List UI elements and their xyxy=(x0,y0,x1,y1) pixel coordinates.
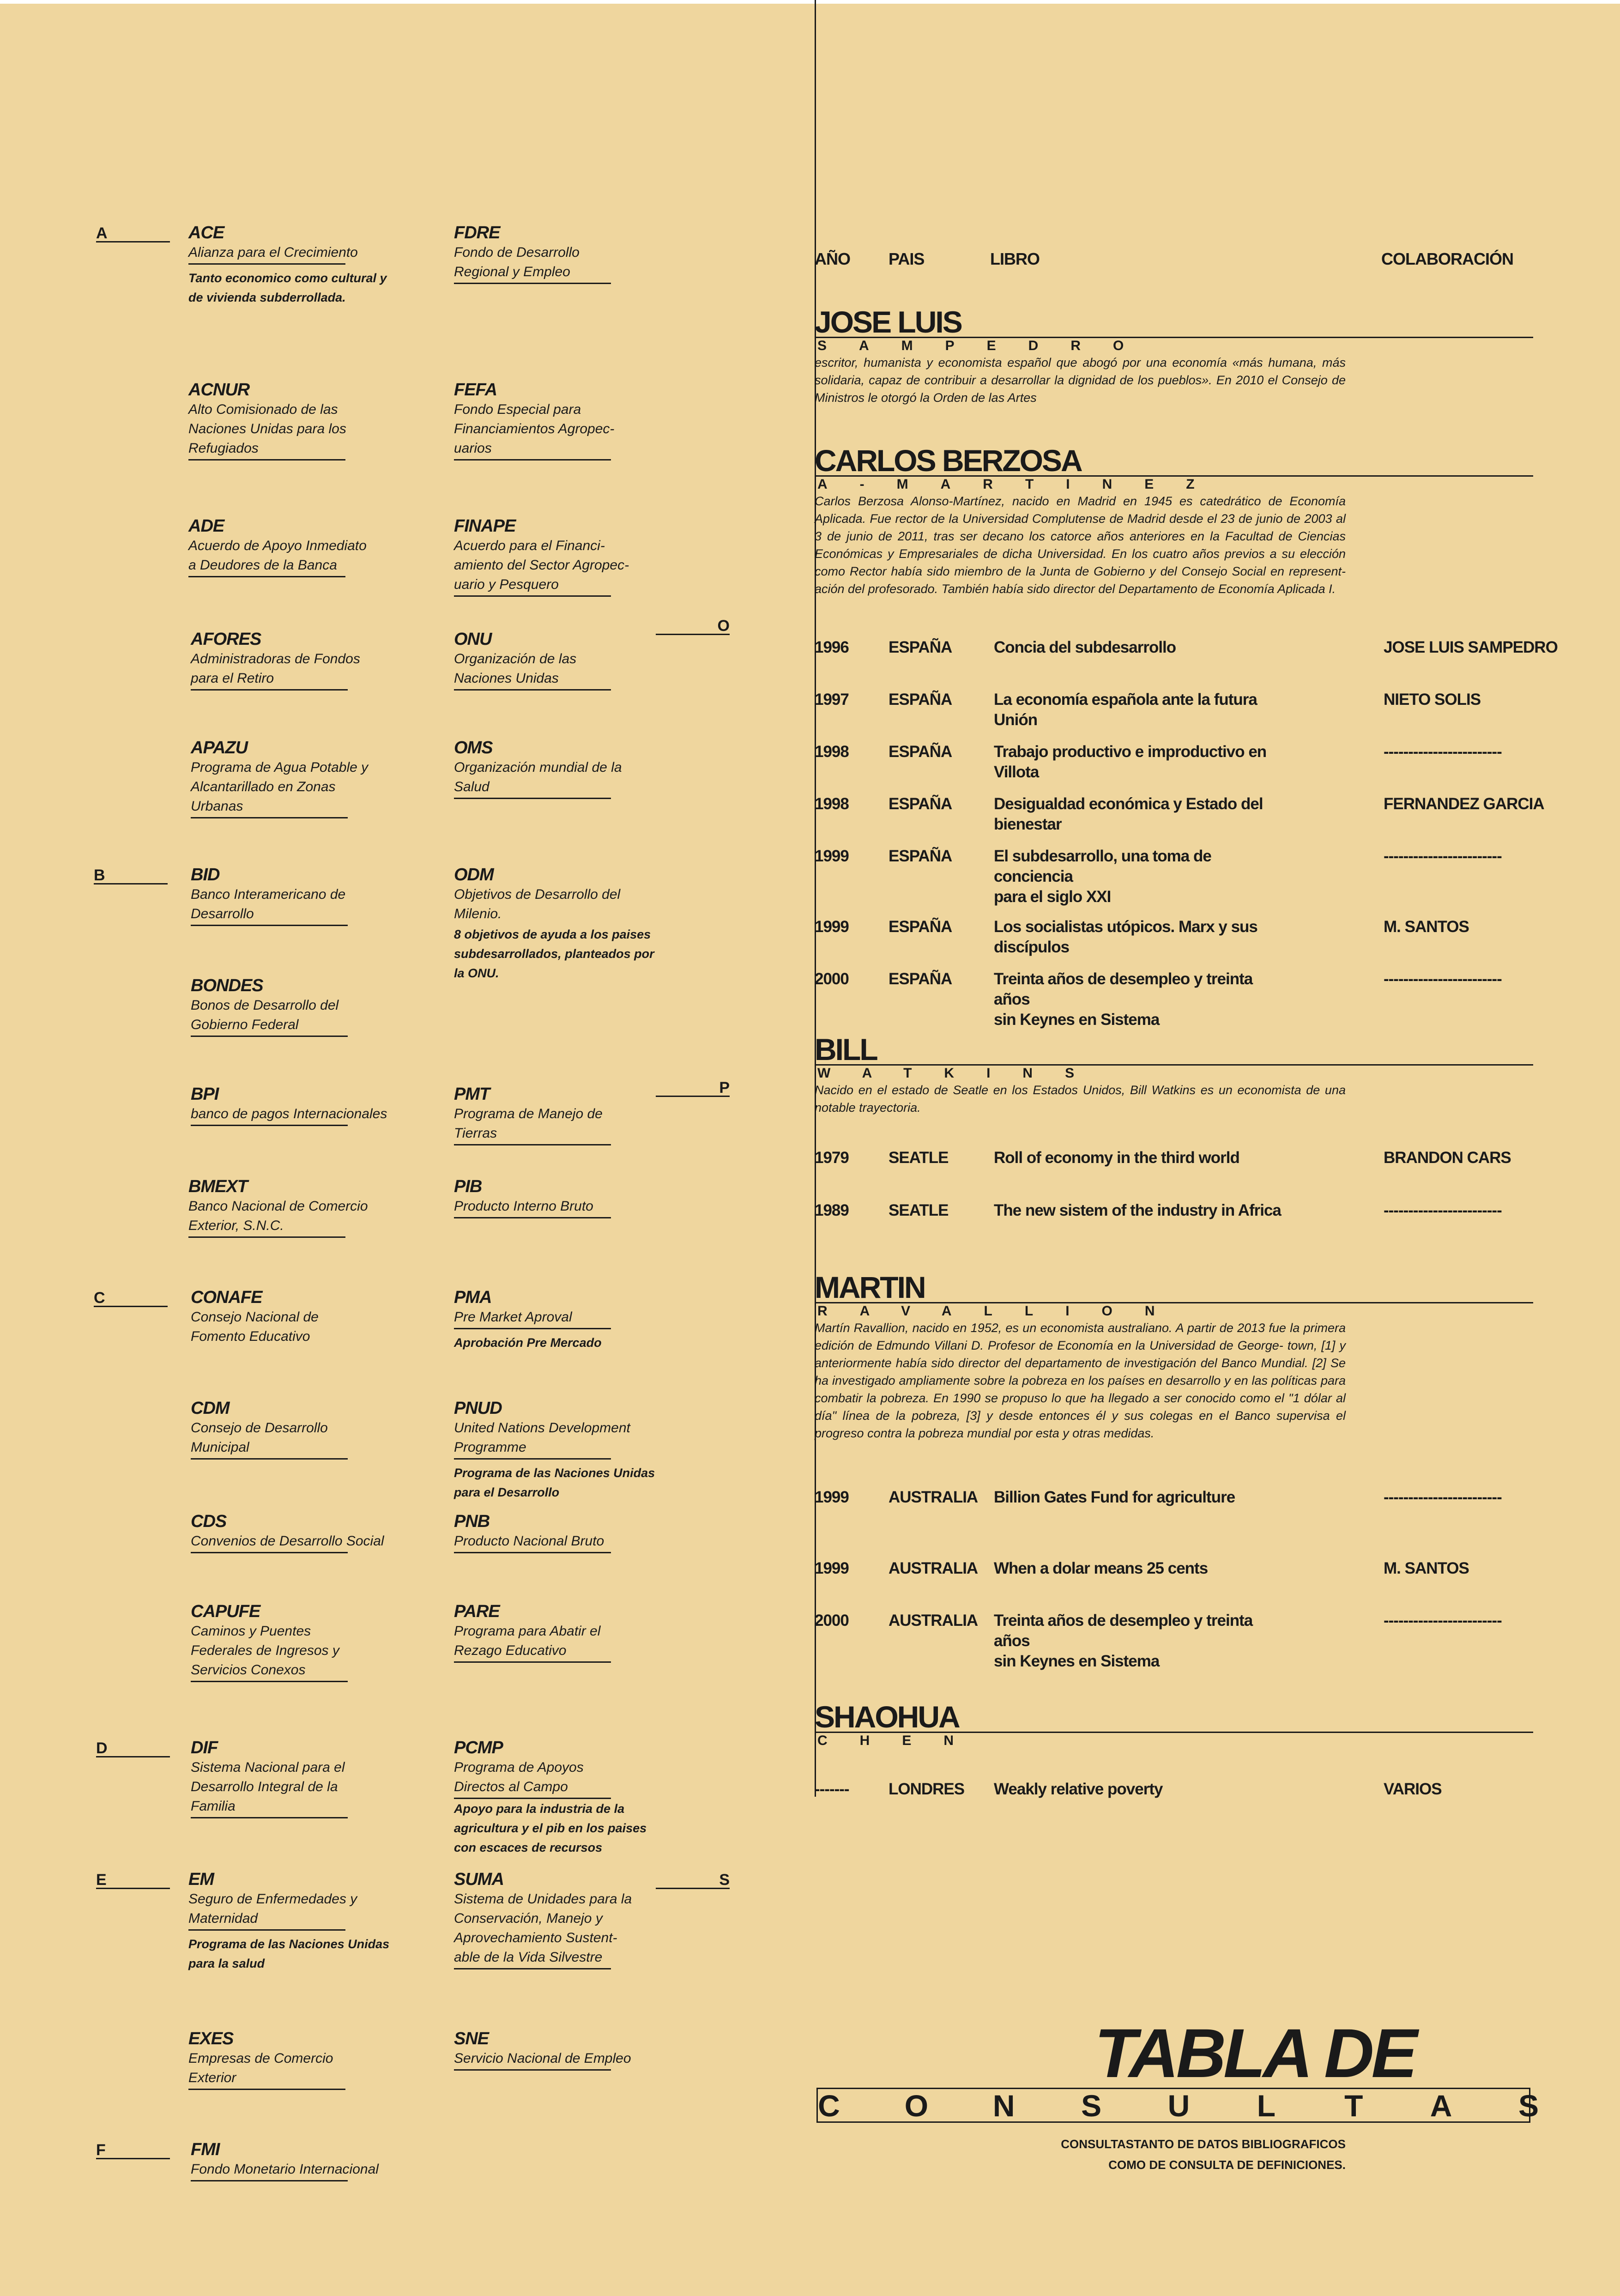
section-letter-f: F xyxy=(96,2142,170,2159)
entry-definition: Consejo de Desarrollo Municipal xyxy=(191,1418,348,1460)
author-berzosa xyxy=(815,443,1533,598)
section-letter-p: P xyxy=(656,1080,730,1097)
author-surname: A-MARTINEZ xyxy=(817,477,1227,492)
entry-definition: Servicio Nacional de Empleo xyxy=(454,2049,611,2071)
consultas-letter: U xyxy=(1167,2089,1190,2123)
consultas-letter: A xyxy=(1430,2089,1452,2123)
consultas-letter: O xyxy=(904,2089,929,2123)
glossary-entry-em xyxy=(188,1869,392,1973)
poster-subtitle-line-1: CONSULTASTANTO DE DATOS BIBLIOGRAFICOS xyxy=(1061,2137,1346,2151)
entry-definition: Bonos de Desarrollo del Gobierno Federal xyxy=(191,996,348,1037)
book-colab: JOSE LUIS SAMPEDRO xyxy=(1384,638,1558,656)
entry-abbrev: PMA xyxy=(454,1288,492,1307)
consultas-letter: L xyxy=(1257,2089,1276,2123)
book-colab: ------------------------ xyxy=(1384,1488,1502,1506)
book-country: ESPAÑA xyxy=(889,970,952,988)
entry-abbrev: SNE xyxy=(454,2029,489,2048)
entry-abbrev: ACE xyxy=(188,223,224,242)
entry-abbrev: PARE xyxy=(454,1602,500,1621)
book-title: When a dolar means 25 cents xyxy=(994,1559,1208,1577)
glossary-entry-dif xyxy=(191,1738,394,1818)
entry-abbrev: ADE xyxy=(188,516,224,536)
glossary-entry-bondes xyxy=(191,975,394,1037)
book-country: ESPAÑA xyxy=(889,691,952,709)
glossary-entry-conafe xyxy=(191,1287,394,1347)
entry-definition: Sistema Nacional para el Desarrollo Integral de la Familia xyxy=(191,1758,348,1818)
glossary-entry-bid xyxy=(191,865,394,926)
entry-definition: Consejo Nacional de Fomento Educativo xyxy=(191,1309,319,1344)
header-pais: PAIS xyxy=(889,249,925,268)
glossary-entry-fefa xyxy=(454,380,657,460)
author-bio: Carlos Berzosa Alonso-Martínez, nacido en Madrid en 1945 es catedrático de Economía Aplicada. Fue rector de la Universidad Complutense de Madrid desde el 23 de junio de 2003 al 3 de junio de 2011, tras ser decano los catorce años anteriores en la Facultad de Ciencias Económicas y Empresariales de dicha Universidad. En los cuatro años previos a su elección como Rector había sido miembro de la Junta de Gobierno y del Consejo Social en represent- ación del profesorado. También había sido director del Departamento de Economía Aplicada I. xyxy=(815,494,1346,596)
entry-abbrev: FMI xyxy=(191,2140,220,2159)
book-title: Concia del subdesarrollo xyxy=(994,638,1176,656)
entry-abbrev: CDS xyxy=(191,1512,227,1531)
entry-abbrev: PCMP xyxy=(454,1738,503,1757)
glossary-entry-pmt xyxy=(454,1084,657,1145)
entry-abbrev: PNB xyxy=(454,1512,490,1531)
entry-abbrev: BPI xyxy=(191,1084,219,1104)
entry-abbrev: AFORES xyxy=(191,630,261,649)
author-surname: CHEN xyxy=(817,1733,986,1748)
entry-abbrev: EXES xyxy=(188,2029,234,2048)
book-title: Los socialistas utópicos. Marx y sus discípulos xyxy=(994,918,1257,956)
book-year: 1999 xyxy=(815,1488,849,1506)
book-country: SEATLE xyxy=(889,1149,949,1167)
consultas-letter: S xyxy=(1081,2089,1102,2123)
section-letter-b: B xyxy=(94,867,168,884)
book-title: Treinta años de desempleo y treinta años sin Keynes en Sistema xyxy=(994,970,1253,1029)
book-colab: ------------------------ xyxy=(1384,970,1502,988)
book-year: 1989 xyxy=(815,1201,849,1219)
section-letter-e: E xyxy=(96,1872,170,1889)
entry-abbrev: PNUD xyxy=(454,1399,502,1418)
section-letter-o: O xyxy=(656,618,730,635)
author-name: CARLOS BERZOSA xyxy=(815,446,1533,477)
entry-abbrev: ONU xyxy=(454,630,492,649)
entry-definition: Pre Market Aproval xyxy=(454,1308,611,1329)
header-libro: LIBRO xyxy=(990,249,1040,268)
section-letter-a: A xyxy=(96,225,170,242)
glossary-entry-exes xyxy=(188,2029,392,2090)
author-bio: escritor, humanista y economista español que abogó por una economía «más humana, más solidaria, capaz de contribuir a desarrollar la dignidad de los pueblos». En 2010 el Consejo de Ministros le otorgó la Orden de las Artes xyxy=(815,356,1346,405)
glossary-entry-afores xyxy=(191,629,394,691)
entry-abbrev: BONDES xyxy=(191,976,263,995)
center-divider xyxy=(815,0,816,1797)
glossary-entry-acnur xyxy=(188,380,392,460)
entry-definition: Fondo de Desarrollo Regional y Empleo xyxy=(454,243,611,284)
author-surname: SAMPEDRO xyxy=(817,338,1156,353)
book-title: Desigualdad económica y Estado del bienestar xyxy=(994,795,1263,833)
entry-definition: Programa de Apoyos Directos al Campo xyxy=(454,1758,611,1799)
author-name: SHAOHUA xyxy=(815,1702,1533,1733)
header-anio: AÑO xyxy=(815,249,850,268)
entry-note: Programa de las Naciones Unidas para la salud xyxy=(188,1937,390,1970)
glossary-entry-pnud xyxy=(454,1398,657,1502)
book-colab: VARIOS xyxy=(1384,1780,1442,1798)
entry-abbrev: PIB xyxy=(454,1177,482,1196)
glossary-entry-pnb xyxy=(454,1511,657,1553)
entry-abbrev: FEFA xyxy=(454,380,497,400)
entry-abbrev: FDRE xyxy=(454,223,500,242)
book-year: 1999 xyxy=(815,1559,849,1577)
book-title: Billion Gates Fund for agriculture xyxy=(994,1488,1235,1506)
entry-definition: Caminos y Puentes Federales de Ingresos y Servicios Conexos xyxy=(191,1622,348,1682)
entry-definition: Producto Interno Bruto xyxy=(454,1197,611,1218)
book-colab: BRANDON CARS xyxy=(1384,1149,1511,1167)
glossary-entry-pare xyxy=(454,1601,657,1663)
entry-definition: Acuerdo para el Financi- amiento del Sector Agropec- uario y Pesquero xyxy=(454,536,611,597)
entry-definition: Fondo Especial para Financiamientos Agropec- uarios xyxy=(454,400,611,460)
entry-definition: Alianza para el Crecimiento xyxy=(188,243,345,265)
entry-abbrev: FINAPE xyxy=(454,516,516,536)
entry-abbrev: CONAFE xyxy=(191,1288,262,1307)
book-title: Trabajo productivo e improductivo en Villota xyxy=(994,743,1267,781)
entry-definition: Administradoras de Fondos para el Retiro xyxy=(191,649,348,691)
book-title: Weakly relative poverty xyxy=(994,1780,1163,1798)
entry-abbrev: EM xyxy=(188,1870,214,1889)
book-colab: ------------------------ xyxy=(1384,1201,1502,1219)
author-watkins xyxy=(815,1032,1533,1116)
author-surname: RAVALLION xyxy=(817,1303,1187,1319)
book-year: ------- xyxy=(815,1780,849,1798)
book-country: ESPAÑA xyxy=(889,847,952,865)
author-name: JOSE LUIS xyxy=(815,307,1533,338)
glossary-entry-ace xyxy=(188,223,392,307)
consultas-letter: S xyxy=(1518,2089,1539,2123)
author-name: MARTIN xyxy=(815,1272,1533,1303)
entry-abbrev: DIF xyxy=(191,1738,218,1757)
book-country: AUSTRALIA xyxy=(889,1611,978,1630)
section-letter-s: S xyxy=(656,1872,730,1889)
glossary-entry-odm xyxy=(454,865,657,983)
author-bio: Martín Ravallion, nacido en 1952, es un economista australiano. A partir de 2013 fue la primera edición de Edmundo Villani D. Profesor de Economía en la Universidad de George- town, [1] y anteriormente había sido director del departamento de investigación del Banco Mundial. [2] Se ha investigado ampliamente sobre la pobreza en los países en desarrollo y en las políticas para combatir la pobreza. En 1990 se propuso lo que ha llegado a ser conocido como el "1 dólar al día" línea de la pobreza, [3] y desde entonces él y sus colegas en el Banco supervisa el progreso contra la pobreza mundial por esta y otras medidas. xyxy=(815,1321,1346,1440)
book-year: 1999 xyxy=(815,918,849,936)
entry-abbrev: PMT xyxy=(454,1084,490,1104)
author-surname: WATKINS xyxy=(817,1066,1107,1081)
book-year: 1998 xyxy=(815,743,849,761)
book-year: 2000 xyxy=(815,1611,849,1630)
book-title: Roll of economy in the third world xyxy=(994,1149,1239,1167)
entry-note: Apoyo para la industria de la agricultura y el pib en los paises con escaces de recursos xyxy=(454,1802,647,1854)
author-ravallion xyxy=(815,1272,1533,1442)
entry-definition: Organización de las Naciones Unidas xyxy=(454,649,611,691)
book-title: Treinta años de desempleo y treinta años sin Keynes en Sistema xyxy=(994,1611,1253,1670)
glossary-entry-capufe xyxy=(191,1601,394,1682)
book-country: ESPAÑA xyxy=(889,743,952,761)
author-bio: Nacido en el estado de Seatle en los Estados Unidos, Bill Watkins es un economista de una notable trayectoria. xyxy=(815,1083,1346,1115)
glossary-entry-sne xyxy=(454,2029,657,2071)
book-year: 2000 xyxy=(815,970,849,988)
glossary-entry-oms xyxy=(454,738,657,799)
glossary-entry-pcmp xyxy=(454,1738,657,1857)
glossary-entry-finape xyxy=(454,516,657,597)
consultas-letter: T xyxy=(1344,2089,1363,2123)
book-colab: NIETO SOLIS xyxy=(1384,691,1481,709)
glossary-entry-suma xyxy=(454,1869,657,1969)
glossary-entry-apazu xyxy=(191,738,394,818)
book-colab: ------------------------ xyxy=(1384,1611,1502,1630)
entry-abbrev: CAPUFE xyxy=(191,1602,260,1621)
book-country: LONDRES xyxy=(889,1780,965,1798)
book-title: El subdesarrollo, una toma de conciencia para el siglo XXI xyxy=(994,847,1211,906)
entry-note: 8 objetivos de ayuda a los paises subdesarrollados, planteados por la ONU. xyxy=(454,927,654,980)
glossary-entry-fdre xyxy=(454,223,657,284)
book-year: 1997 xyxy=(815,691,849,709)
entry-definition: Convenios de Desarrollo Social xyxy=(191,1532,348,1553)
entry-abbrev: OMS xyxy=(454,738,493,757)
poster-title: TABLA DE xyxy=(1094,2014,1415,2092)
entry-definition: Banco Interamericano de Desarrollo xyxy=(191,885,348,926)
consultas-letter: N xyxy=(992,2089,1015,2123)
entry-abbrev: ODM xyxy=(454,865,494,884)
entry-abbrev: SUMA xyxy=(454,1870,504,1889)
entry-definition: Programa para Abatir el Rezago Educativo xyxy=(454,1622,611,1663)
glossary-entry-pib xyxy=(454,1176,657,1218)
book-colab: FERNANDEZ GARCIA xyxy=(1384,795,1544,813)
book-title: The new sistem of the industry in Africa xyxy=(994,1201,1281,1219)
top-edge xyxy=(0,0,1620,4)
entry-note: Tanto economico como cultural y de vivienda subderrollada. xyxy=(188,271,387,304)
glossary-entry-cdm xyxy=(191,1398,394,1460)
book-colab: M. SANTOS xyxy=(1384,1559,1469,1577)
book-country: ESPAÑA xyxy=(889,918,952,936)
entry-definition: Programa de Manejo de Tierras xyxy=(454,1104,611,1145)
entry-note: Programa de las Naciones Unidas para el Desarrollo xyxy=(454,1466,655,1499)
book-year: 1979 xyxy=(815,1149,849,1167)
entry-abbrev: ACNUR xyxy=(188,380,250,400)
book-country: ESPAÑA xyxy=(889,638,952,656)
entry-definition: Empresas de Comercio Exterior xyxy=(188,2049,345,2090)
book-country: AUSTRALIA xyxy=(889,1488,978,1506)
author-chen xyxy=(815,1702,1533,1749)
glossary-entry-onu xyxy=(454,629,657,691)
entry-definition: Acuerdo de Apoyo Inmediato a Deudores de la Banca xyxy=(188,536,345,577)
author-sampedro xyxy=(815,307,1533,406)
book-colab: M. SANTOS xyxy=(1384,918,1469,936)
entry-definition: Organización mundial de la Salud xyxy=(454,758,611,799)
author-name: BILL xyxy=(815,1035,1533,1066)
entry-definition: Producto Nacional Bruto xyxy=(454,1532,611,1553)
glossary-entry-ade xyxy=(188,516,392,577)
poster-subtitle-line-2: COMO DE CONSULTA DE DEFINICIONES. xyxy=(1108,2158,1346,2172)
entry-definition: Objetivos de Desarrollo del Milenio. xyxy=(454,887,621,921)
entry-abbrev: BID xyxy=(191,865,220,884)
consultas-letter: C xyxy=(818,2089,840,2123)
entry-definition: Programa de Agua Potable y Alcantarillado en Zonas Urbanas xyxy=(191,758,348,818)
header-colaboracion: COLABORACIÓN xyxy=(1381,249,1513,268)
entry-definition: Alto Comisionado de las Naciones Unidas para los Refugiados xyxy=(188,400,345,460)
entry-abbrev: BMEXT xyxy=(188,1177,248,1196)
book-year: 1999 xyxy=(815,847,849,865)
entry-abbrev: APAZU xyxy=(191,738,248,757)
entry-definition: Sistema de Unidades para la Conservación, Manejo y Aprovechamiento Sustent- able de la Vida Silvestre xyxy=(454,1890,611,1969)
book-title: La economía española ante la futura Unión xyxy=(994,691,1257,729)
glossary-entry-pma xyxy=(454,1287,657,1352)
entry-definition: United Nations Development Programme xyxy=(454,1418,611,1460)
book-country: ESPAÑA xyxy=(889,795,952,813)
glossary-entry-fmi xyxy=(191,2139,394,2181)
section-letter-c: C xyxy=(94,1290,168,1307)
book-colab: ------------------------ xyxy=(1384,847,1502,865)
entry-abbrev: CDM xyxy=(191,1399,230,1418)
section-letter-d: D xyxy=(96,1740,170,1757)
glossary-entry-bmext xyxy=(188,1176,392,1238)
entry-definition: banco de pagos Internacionales xyxy=(191,1104,348,1126)
glossary-entry-bpi xyxy=(191,1084,394,1126)
glossary-entry-cds xyxy=(191,1511,394,1553)
entry-definition: Seguro de Enfermedades y Maternidad xyxy=(188,1890,345,1931)
book-year: 1998 xyxy=(815,795,849,813)
book-colab: ------------------------ xyxy=(1384,743,1502,761)
entry-note: Aprobación Pre Mercado xyxy=(454,1336,602,1350)
entry-definition: Banco Nacional de Comercio Exterior, S.N.C. xyxy=(188,1197,345,1238)
entry-definition: Fondo Monetario Internacional xyxy=(191,2160,348,2181)
book-year: 1996 xyxy=(815,638,849,656)
book-country: SEATLE xyxy=(889,1201,949,1219)
book-country: AUSTRALIA xyxy=(889,1559,978,1577)
